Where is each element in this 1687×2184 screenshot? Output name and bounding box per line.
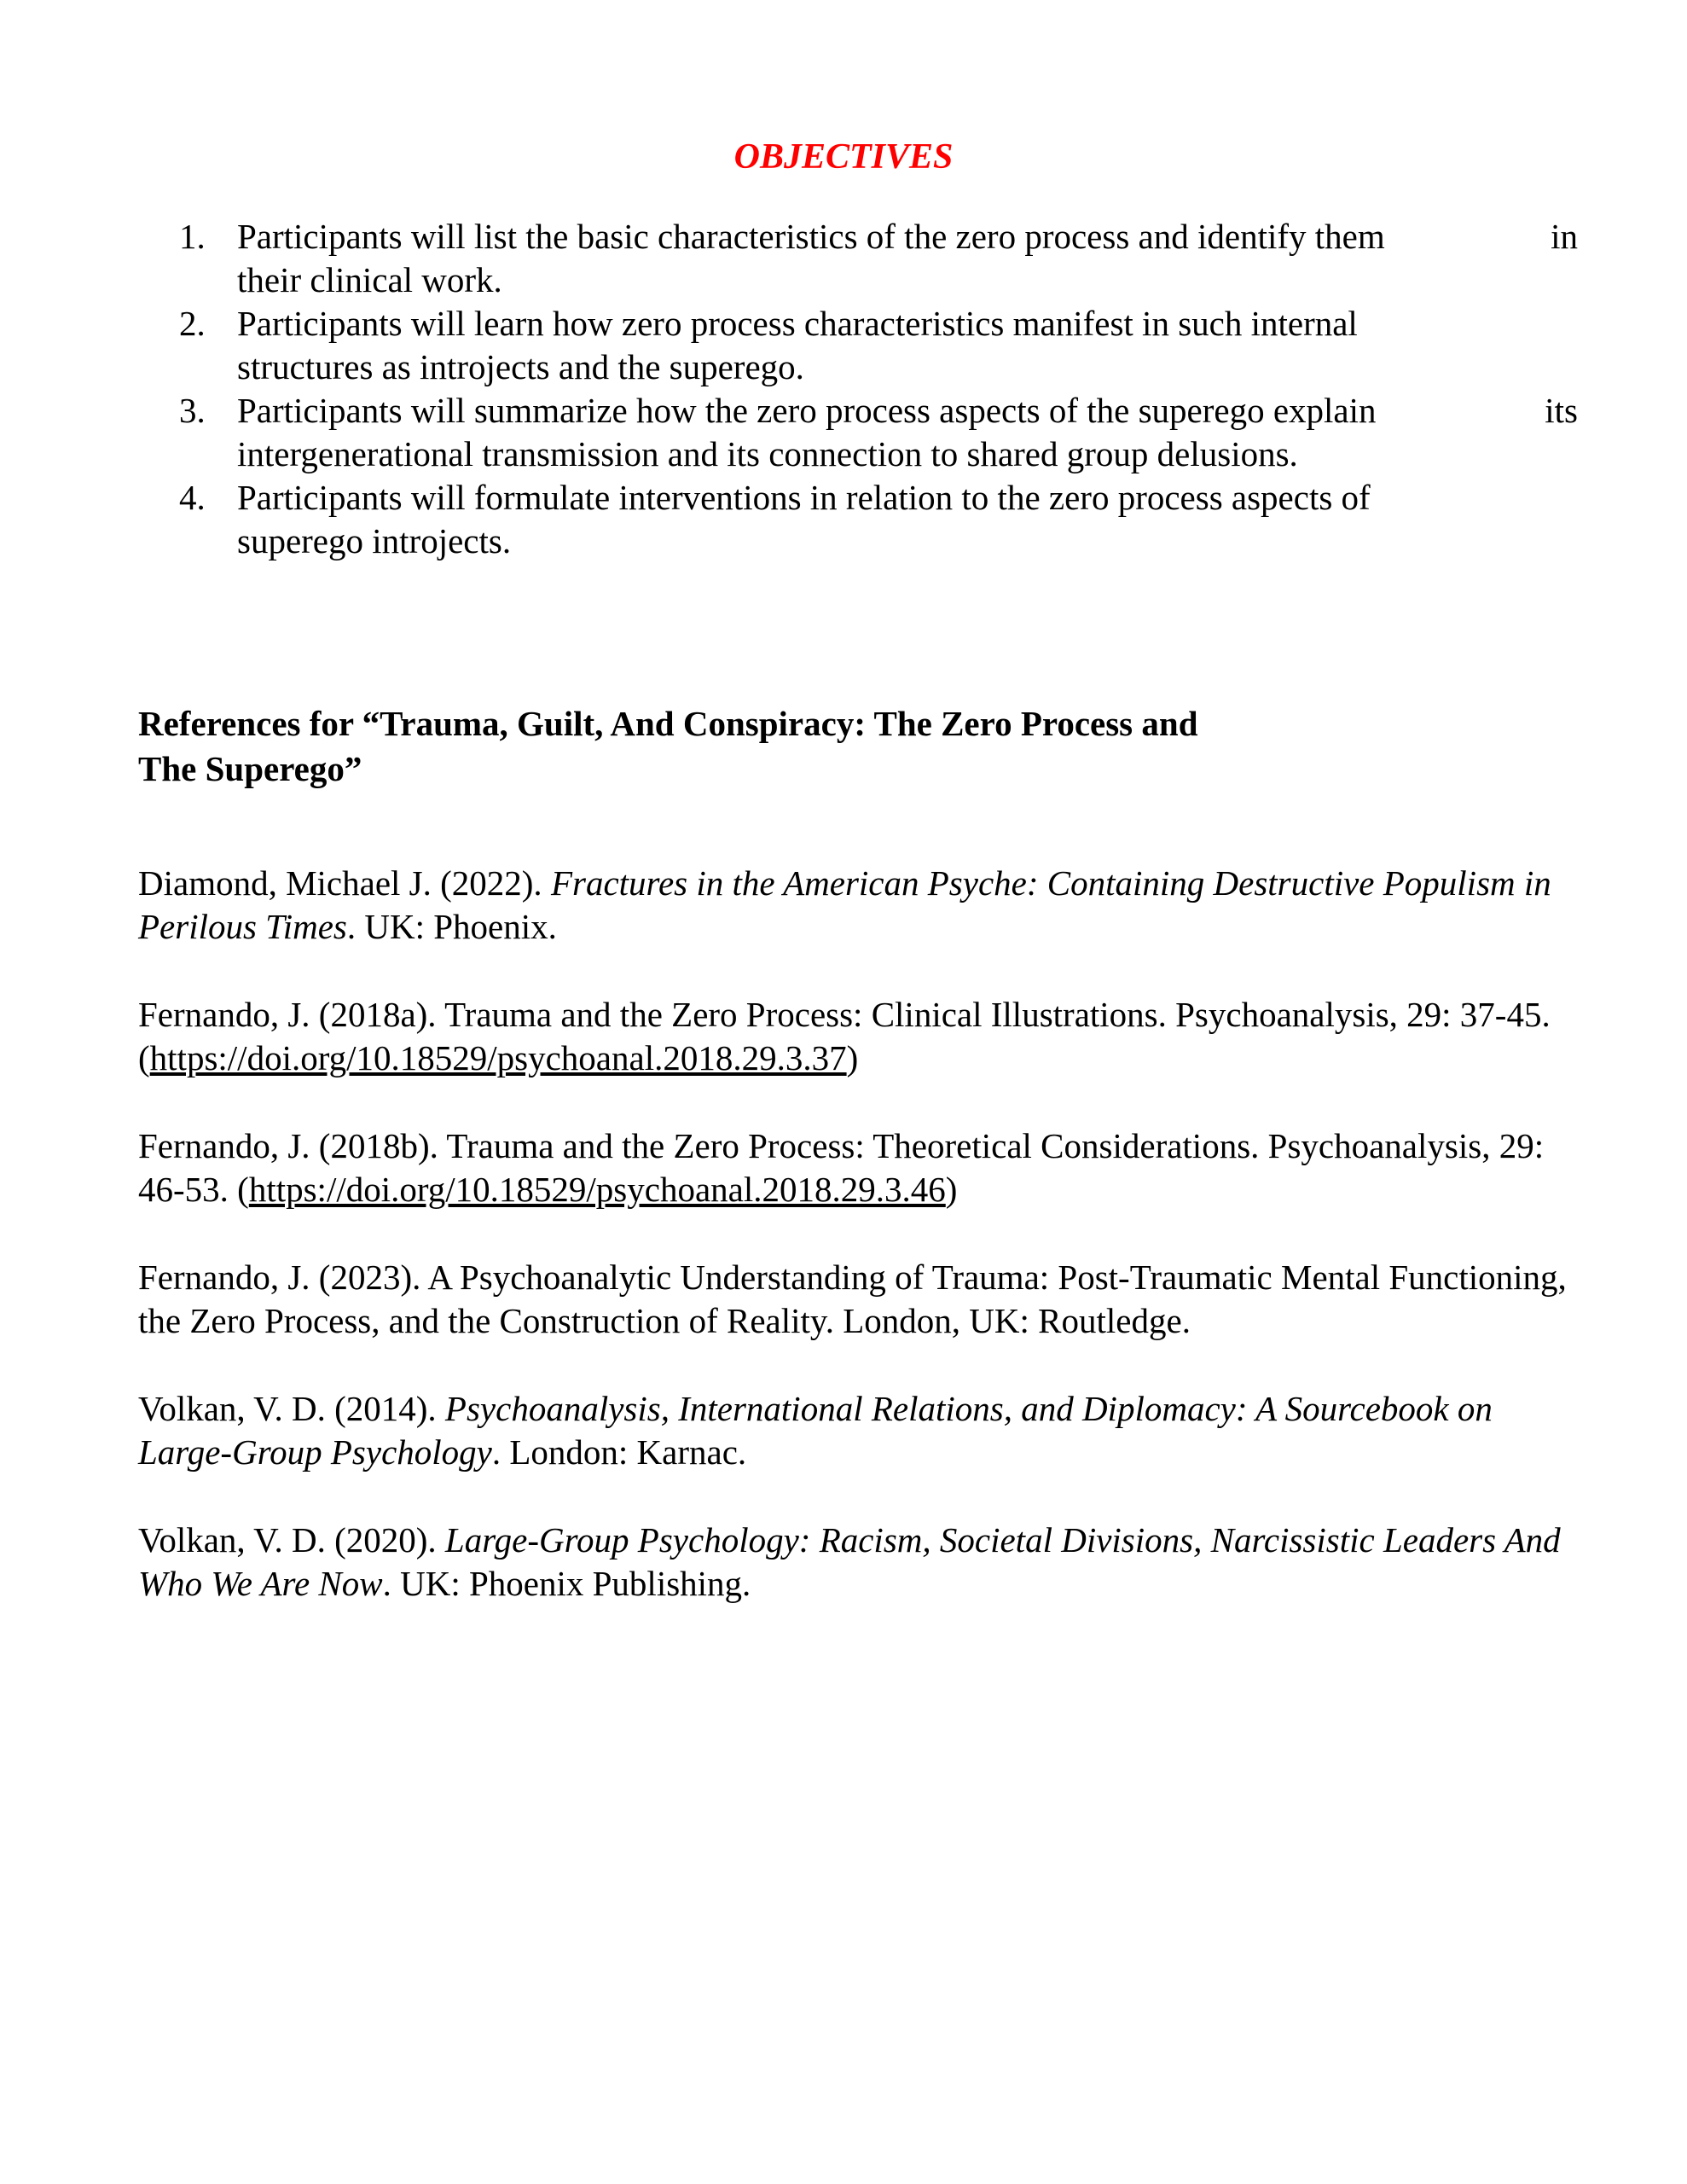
- objective-number: 1.: [179, 217, 206, 256]
- reference-publisher: . London: Karnac.: [491, 1432, 747, 1472]
- reference-publisher: . UK: Phoenix Publishing.: [382, 1564, 751, 1603]
- objective-text: Participants will formulate interventions in relation to the zero process aspects of: [237, 478, 1371, 517]
- reference-author: Volkan, V. D. (2020).: [138, 1520, 445, 1560]
- objective-number: 2.: [179, 304, 206, 343]
- reference-author: Volkan, V. D. (2014).: [138, 1389, 445, 1428]
- objective-text: Participants will summarize how the zero process aspects of the superego explain: [237, 391, 1377, 430]
- objective-item: [179, 215, 1578, 302]
- objective-text-continued: intergenerational transmission and its connection to shared group delusions.: [237, 434, 1298, 473]
- reference-entry: [138, 1387, 1580, 1474]
- objectives-heading: OBJECTIVES: [733, 137, 954, 177]
- objective-number: 3.: [179, 391, 206, 430]
- reference-publisher: . UK: Phoenix.: [346, 907, 557, 946]
- objective-item: [179, 302, 1578, 389]
- objective-text-end: in: [1551, 217, 1578, 256]
- reference-citation-end: ): [846, 1038, 859, 1077]
- references-list: [138, 862, 1580, 1650]
- reference-entry: [138, 862, 1580, 949]
- objective-text-continued: structures as introjects and the superego.: [237, 347, 804, 386]
- objective-text: Participants will list the basic characteristics of the zero process and identify them: [237, 217, 1385, 256]
- reference-entry: [138, 993, 1580, 1080]
- reference-book-title: Psychoanalysis, International Relations, and Diplomacy: A Sourcebook on Large-Group Psychology: [138, 1389, 1493, 1472]
- reference-book-title: Fractures in the American Psyche: Containing Destructive Populism in Perilous Times: [138, 863, 1551, 946]
- objective-item: [179, 476, 1578, 563]
- objectives-list: [179, 215, 1578, 563]
- reference-author: Diamond, Michael J. (2022).: [138, 863, 551, 903]
- reference-citation: Fernando, J. (2018b). Trauma and the Zero Process: Theoretical Considerations. Psychoanalysis, 29: 46-53. (: [138, 1126, 1545, 1209]
- objective-text-continued: superego introjects.: [237, 521, 512, 561]
- objective-text-end: its: [1545, 391, 1578, 430]
- reference-entry: [138, 1519, 1580, 1606]
- reference-citation: Fernando, J. (2018a). Trauma and the Zero Process: Clinical Illustrations. Psychoanalysis, 29: 37-45. (: [138, 995, 1551, 1077]
- objective-number: 4.: [179, 478, 206, 517]
- reference-citation-end: ): [945, 1170, 958, 1209]
- objective-text-continued: their clinical work.: [237, 260, 502, 299]
- references-title-line-1: References for “Trauma, Guilt, And Conspiracy: The Zero Process and: [138, 704, 1198, 743]
- reference-book-title: Large-Group Psychology: Racism, Societal Divisions, Narcissistic Leaders And Who We Are Now: [138, 1520, 1561, 1603]
- doi-link[interactable]: https://doi.org/10.18529/psychoanal.2018.29.3.37: [149, 1038, 847, 1077]
- objective-item: [179, 389, 1578, 476]
- reference-entry: [138, 1124, 1580, 1211]
- reference-entry: [138, 1256, 1580, 1343]
- references-title: [138, 701, 1417, 792]
- doi-link[interactable]: https://doi.org/10.18529/psychoanal.2018.29.3.46: [248, 1170, 946, 1209]
- references-title-line-2: The Superego”: [138, 749, 362, 788]
- objective-text: Participants will learn how zero process characteristics manifest in such internal: [237, 304, 1358, 343]
- reference-citation: Fernando, J. (2023). A Psychoanalytic Understanding of Trauma: Post-Traumatic Mental Functioning, the Zero Process, and the Construction of Reality. London, UK: Routledge.: [138, 1258, 1567, 1340]
